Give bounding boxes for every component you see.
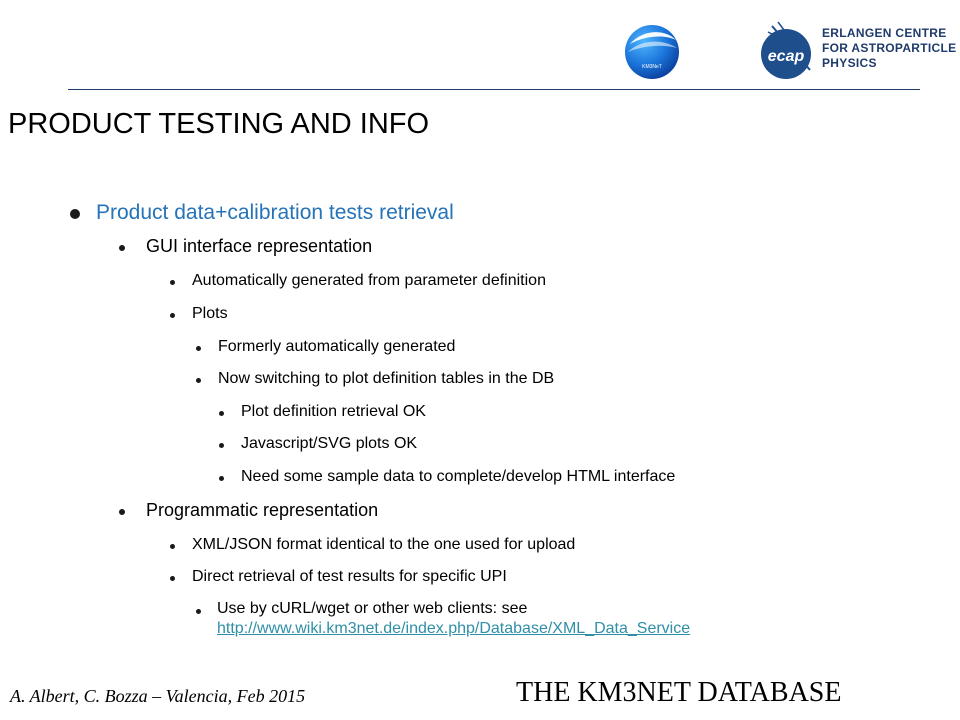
bullet-gui-interface: GUI interface representation — [146, 236, 373, 256]
ecap-line-3: PHYSICS — [822, 56, 877, 70]
bullet-programmatic: Programmatic representation — [146, 500, 379, 520]
bullet-dot — [196, 346, 201, 351]
bullet-dot — [219, 476, 224, 481]
ecap-logo — [758, 18, 818, 82]
ecap-institute-name — [822, 26, 956, 71]
bullet-now-switching: Now switching to plot definition tables in the DB — [218, 370, 555, 387]
bullet-dot — [170, 576, 175, 581]
footer-title: THE KM3NET DATABASE — [516, 677, 842, 708]
bullet-js-svg-plots: Javascript/SVG plots OK — [241, 435, 418, 452]
bullet-dot — [219, 443, 224, 448]
ecap-line-1: ERLANGEN CENTRE — [822, 26, 947, 40]
bullet-dot — [219, 411, 224, 416]
bullet-plots: Plots — [192, 305, 228, 322]
bullet-dot — [170, 313, 175, 318]
bullet-dot — [170, 544, 175, 549]
bullet-formerly-generated: Formerly automatically generated — [218, 338, 456, 355]
bullet-dot — [119, 245, 125, 251]
km3net-logo — [624, 24, 680, 80]
ecap-line-2: FOR ASTROPARTICLE — [822, 41, 957, 55]
ecap-logo-mark: ecap — [767, 48, 805, 65]
bullet-xml-json-format: XML/JSON format identical to the one used for upload — [192, 536, 576, 553]
bullet-dot — [119, 509, 125, 515]
bullet-dot — [196, 378, 201, 383]
bullet-dot — [196, 609, 201, 614]
bullet-plot-definition-ok: Plot definition retrieval OK — [241, 403, 426, 420]
bullet-direct-retrieval: Direct retrieval of test results for specific UPI — [192, 568, 507, 585]
slide-title: PRODUCT TESTING AND INFO — [8, 108, 430, 140]
bullet-sample-data: Need some sample data to complete/develop HTML interface — [241, 468, 676, 485]
header-divider — [68, 89, 920, 90]
xml-data-service-link[interactable]: http://www.wiki.km3net.de/index.php/Database/XML_Data_Service — [217, 620, 691, 637]
bullet-auto-generated: Automatically generated from parameter definition — [192, 272, 546, 289]
bullet-dot — [170, 280, 175, 285]
bullet-product-retrieval: Product data+calibration tests retrieval — [96, 201, 454, 224]
km3net-logo-text: KM3NeT — [642, 64, 662, 70]
bullet-curl-wget: Use by cURL/wget or other web clients: see — [217, 600, 528, 617]
bullet-dot — [70, 209, 80, 219]
footer-authors: A. Albert, C. Bozza – Valencia, Feb 2015 — [10, 686, 306, 706]
